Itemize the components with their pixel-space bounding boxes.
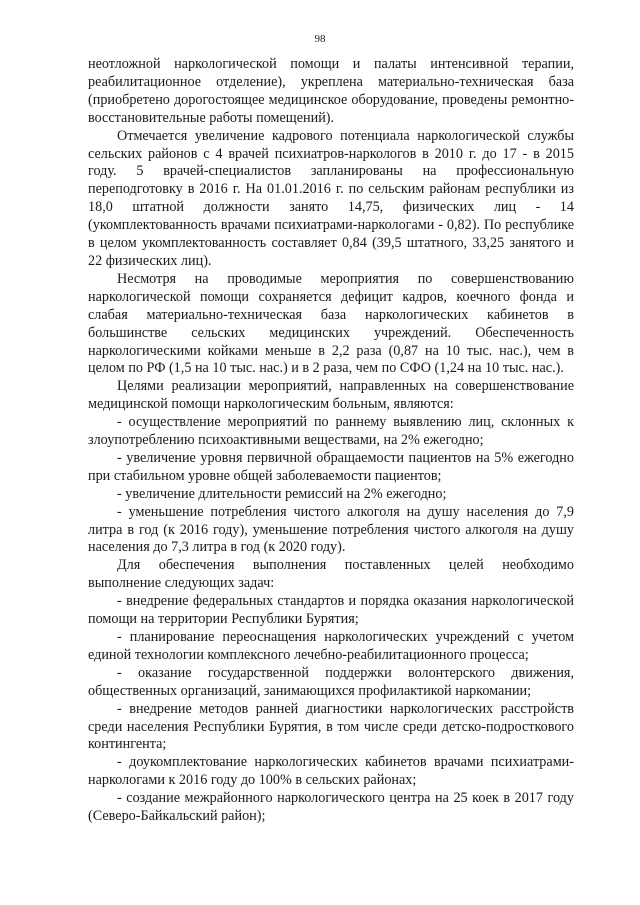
task-item: - внедрение методов ранней диагностики наркологических расстройств среди населения Республики Бурятия, в том числе среди детско-подросткового контингента; [88,700,574,753]
goal-item: - уменьшение потребления чистого алкоголя на душу населения до 7,9 литра в год (к 2016 году), уменьшение потребления чистого алкоголя на душу населения до 7,3 литра в год (к 2020 году). [88,503,574,556]
task-item: - оказание государственной поддержки волонтерского движения, общественных организаций, занимающихся профилактикой наркомании; [88,664,574,699]
paragraph-deficit: Несмотря на проводимые мероприятия по совершенствованию наркологической помощи сохраняется дефицит кадров, коечного фонда и слабая материально-техническая база наркологических кабинетов в большинстве сельских медицинских учреждений. Обеспеченность наркологическими койками меньше в 2,2 раза (0,87 на 10 тыс. нас.), чем в целом по РФ (1,5 на 10 тыс. нас.) и в 2 раза, чем по СФО (1,24 на 10 тыс. нас.). [88,270,574,377]
paragraph-tasks-intro: Для обеспечения выполнения поставленных целей необходимо выполнение следующих задач: [88,557,574,592]
paragraph-goals-intro: Целями реализации мероприятий, направленных на совершенствование медицинской помощи наркологическим больным, являются: [88,378,574,413]
task-item: - внедрение федеральных стандартов и порядка оказания наркологической помощи на территории Республики Бурятия; [88,593,574,628]
paragraph-continuation: неотложной наркологической помощи и палаты интенсивной терапии, реабилитационное отделение), укреплена материально-техническая база (приобретено дорогостоящее медицинское оборудование, проведены ремонтно-восстановительные работы помещений). [88,56,574,126]
document-body [88,56,574,826]
task-item: - создание межрайонного наркологического центра на 25 коек в 2017 году (Северо-Байкальский район); [88,790,574,825]
goal-item: - увеличение уровня первичной обращаемости пациентов на 5% ежегодно при стабильном уровне общей заболеваемости пациентов; [88,449,574,484]
page-number: 98 [314,33,326,45]
task-item: - доукомплектование наркологических кабинетов врачами психиатрами-наркологами к 2016 году до 100% в сельских районах; [88,754,574,789]
paragraph-staffing: Отмечается увеличение кадрового потенциала наркологической службы сельских районов с 4 врачей психиатров-наркологов в 2010 г. до 17 - в 2015 году. 5 врачей-специалистов запланированы на профессиональную переподготовку в 2016 г. На 01.01.2016 г. по сельским районам республики из 18,0 штатной должности занято 14,75, физических лиц - 14 (укомплектованность врачами психиатрами-наркологами - 0,82). По республике в целом укомплектованность составляет 0,84 (39,5 штатного, 33,25 занятого и 22 физических лиц). [88,127,574,269]
task-item: - планирование переоснащения наркологических учреждений с учетом единой технологии комплексного лечебно-реабилитационного процесса; [88,629,574,663]
goal-item: - осуществление мероприятий по раннему выявлению лиц, склонных к злоупотреблению психоактивными веществами, на 2% ежегодно; [88,414,574,449]
goal-item: - увеличение длительности ремиссий на 2% ежегодно; [117,485,447,502]
